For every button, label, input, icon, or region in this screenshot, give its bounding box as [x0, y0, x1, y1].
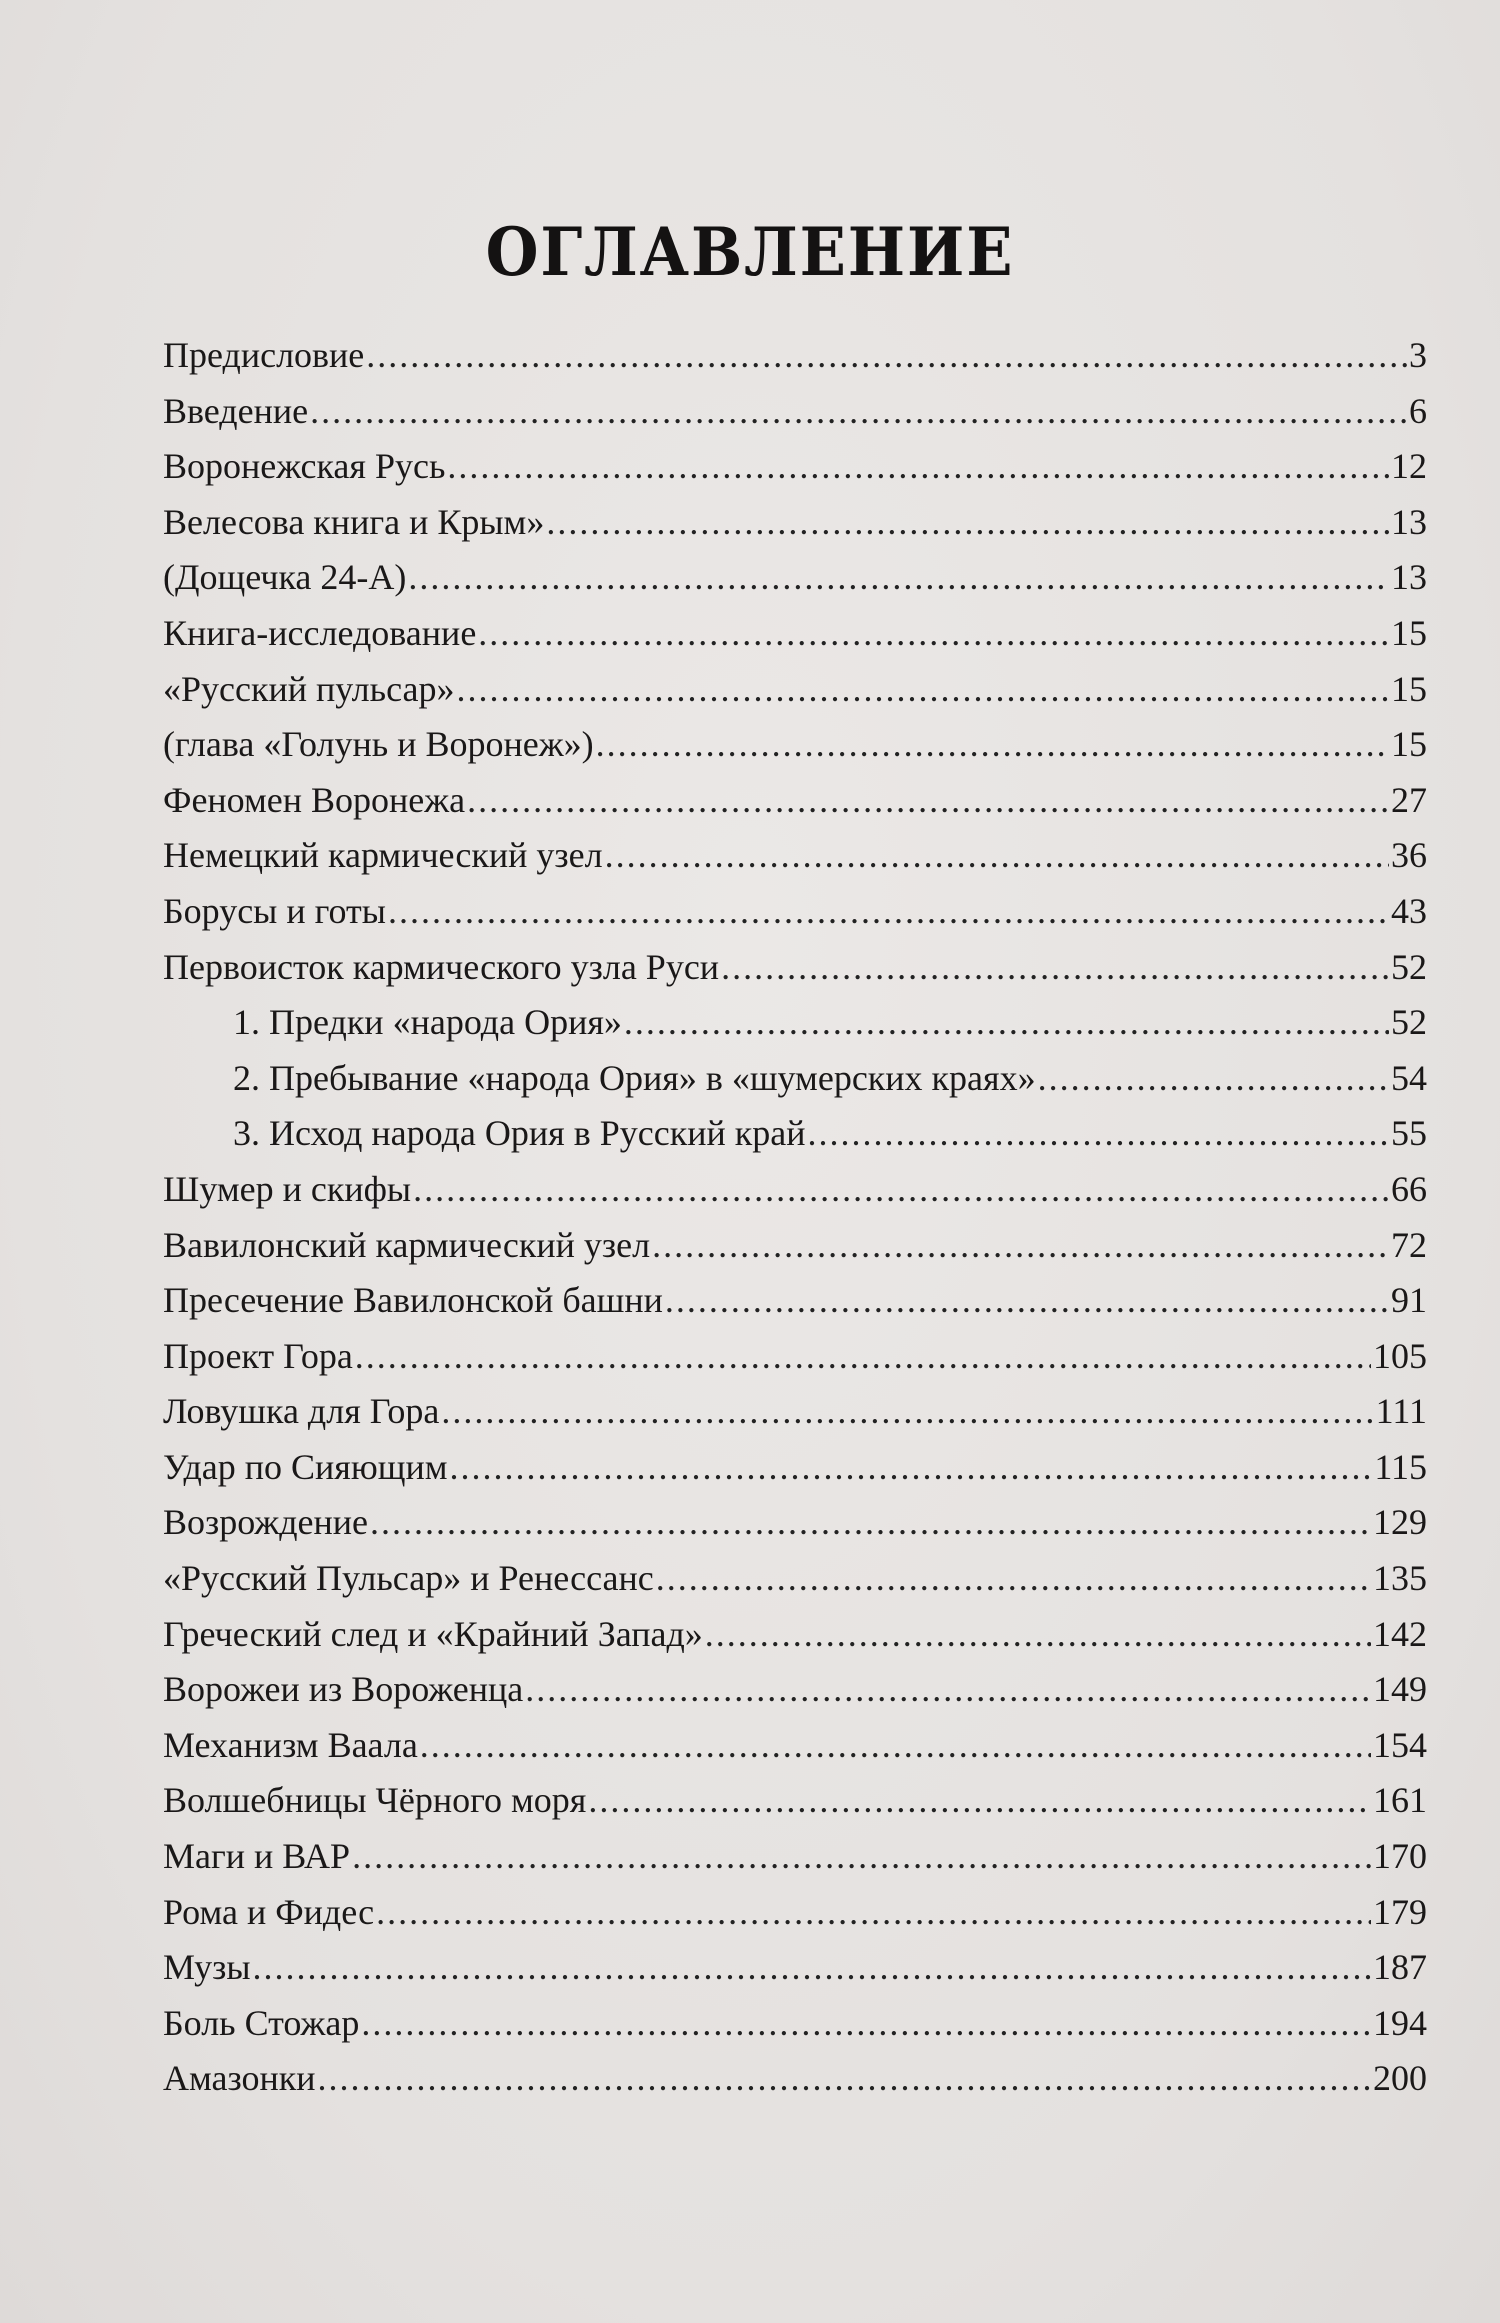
entry-page-number: 52	[1391, 946, 1427, 987]
dot-leader	[525, 1662, 1371, 1718]
entry-page-number: 52	[1391, 1002, 1427, 1043]
entry-page-number: 187	[1373, 1947, 1427, 1988]
toc-entry	[163, 884, 1427, 940]
dot-leader	[665, 1273, 1389, 1329]
entry-title: «Русский Пульсар» и Ренессанс	[163, 1558, 654, 1599]
entry-page-number: 135	[1373, 1558, 1427, 1599]
toc-subentry	[163, 1051, 1427, 1107]
entry-title: Греческий след и «Крайний Запад»	[163, 1613, 703, 1654]
dot-leader	[456, 662, 1389, 718]
entry-page-number: 43	[1391, 890, 1427, 931]
dot-leader	[450, 1440, 1373, 1496]
entry-page-number: 105	[1373, 1335, 1427, 1376]
dot-leader	[441, 1384, 1373, 1440]
entry-page-number: 6	[1409, 390, 1427, 431]
entry-page-number: 115	[1374, 1446, 1427, 1487]
entry-page-number: 179	[1373, 1891, 1427, 1932]
entry-title: Волшебницы Чёрного моря	[163, 1780, 587, 1821]
entry-page-number: 154	[1373, 1724, 1427, 1765]
entry-title: Книга-исследование	[163, 612, 477, 653]
toc-entry	[163, 1829, 1427, 1885]
toc-entry	[163, 2051, 1427, 2107]
entry-title: 2. Пребывание «народа Ория» в «шумерских краях»	[233, 1057, 1036, 1098]
entry-page-number: 13	[1391, 557, 1427, 598]
dot-leader	[705, 1607, 1371, 1663]
toc-entry	[163, 1218, 1427, 1274]
entry-page-number: 12	[1391, 446, 1427, 487]
toc-entry	[163, 1662, 1427, 1718]
entry-title: Проект Гора	[163, 1335, 353, 1376]
toc-entry	[163, 1551, 1427, 1607]
entry-title: Амазонки	[163, 2058, 316, 2099]
toc-entry	[163, 550, 1427, 606]
entry-title: Музы	[163, 1947, 251, 1988]
entry-page-number: 66	[1391, 1168, 1427, 1209]
entry-page-number: 15	[1391, 612, 1427, 653]
entry-title: Немецкий кармический узел	[163, 835, 603, 876]
entry-title: 1. Предки «народа Ория»	[233, 1002, 622, 1043]
toc-entry	[163, 1162, 1427, 1218]
entry-page-number: 200	[1373, 2058, 1427, 2099]
dot-leader	[588, 1773, 1371, 1829]
dot-leader	[807, 1106, 1389, 1162]
toc-entry	[163, 773, 1427, 829]
dot-leader	[1038, 1051, 1389, 1107]
entry-title: Рома и Фидес	[163, 1891, 375, 1932]
dot-leader	[596, 717, 1389, 773]
dot-leader	[318, 2051, 1371, 2107]
dot-leader	[355, 1329, 1371, 1385]
entry-page-number: 111	[1375, 1391, 1427, 1432]
entry-title: Воронежская Русь	[163, 446, 446, 487]
entry-title: Вавилонский кармический узел	[163, 1224, 651, 1265]
dot-leader	[352, 1829, 1371, 1885]
toc-entry	[163, 828, 1427, 884]
entry-title: (глава «Голунь и Воронеж»)	[163, 724, 594, 765]
entry-page-number: 36	[1391, 835, 1427, 876]
dot-leader	[376, 1885, 1371, 1941]
entry-page-number: 161	[1373, 1780, 1427, 1821]
dot-leader	[652, 1218, 1389, 1274]
entry-title: 3. Исход народа Ория в Русский край	[233, 1113, 806, 1154]
toc-entry	[163, 1773, 1427, 1829]
entry-page-number: 142	[1373, 1613, 1427, 1654]
entry-title: Пресечение Вавилонской башни	[163, 1280, 663, 1321]
toc-entry	[163, 1384, 1427, 1440]
dot-leader	[361, 1996, 1371, 2052]
toc-entry	[163, 384, 1427, 440]
entry-page-number: 13	[1391, 501, 1427, 542]
entry-page-number: 3	[1409, 335, 1427, 375]
toc-subentry	[163, 995, 1427, 1051]
entry-page-number: 15	[1391, 668, 1427, 709]
dot-leader	[624, 995, 1389, 1051]
page-title: ОГЛАВЛЕНИЕ	[485, 213, 1015, 291]
entry-title: Первоисток кармического узла Руси	[163, 946, 720, 987]
entry-page-number: 129	[1373, 1502, 1427, 1543]
entry-title: «Русский пульсар»	[163, 668, 455, 709]
toc-entry	[163, 439, 1427, 495]
entry-page-number: 15	[1391, 724, 1427, 765]
entry-page-number: 54	[1391, 1057, 1427, 1098]
toc-entry	[163, 940, 1427, 996]
toc-entry	[163, 1607, 1427, 1663]
entry-page-number: 55	[1391, 1113, 1427, 1154]
entry-page-number: 27	[1391, 779, 1427, 820]
entry-page-number: 149	[1373, 1669, 1427, 1710]
dot-leader	[546, 495, 1389, 551]
table-of-contents	[163, 328, 1427, 2107]
dot-leader	[310, 384, 1407, 440]
entry-title: Возрождение	[163, 1502, 369, 1543]
dot-leader	[447, 439, 1389, 495]
toc-entry	[163, 495, 1427, 551]
dot-leader	[467, 773, 1389, 829]
entry-title: Шумер и скифы	[163, 1168, 412, 1209]
toc-entry	[163, 1996, 1427, 2052]
toc-entry	[163, 1440, 1427, 1496]
dot-leader	[721, 940, 1389, 996]
entry-title: Феномен Воронежа	[163, 779, 466, 820]
entry-page-number: 194	[1373, 2002, 1427, 2043]
entry-page-number: 91	[1391, 1280, 1427, 1321]
toc-entry	[163, 717, 1427, 773]
dot-leader	[253, 1940, 1371, 1996]
toc-entry	[163, 1718, 1427, 1774]
toc-entry	[163, 1495, 1427, 1551]
toc-entry	[163, 606, 1427, 662]
dot-leader	[388, 884, 1389, 940]
toc-entry	[163, 1273, 1427, 1329]
dot-leader	[413, 1162, 1389, 1218]
dot-leader	[656, 1551, 1371, 1607]
dot-leader	[366, 328, 1407, 384]
entry-title: Велесова книга и Крым»	[163, 501, 545, 542]
toc-entry	[163, 1329, 1427, 1385]
entry-title: Боль Стожар	[163, 2002, 360, 2043]
dot-leader	[408, 550, 1389, 606]
entry-page-number: 72	[1391, 1224, 1427, 1265]
dot-leader	[478, 606, 1389, 662]
entry-title: Предисловие	[163, 335, 365, 375]
entry-title: Удар по Сияющим	[163, 1446, 448, 1487]
toc-entry	[163, 328, 1427, 384]
toc-entry	[163, 1940, 1427, 1996]
toc-subentry	[163, 1106, 1427, 1162]
dot-leader	[370, 1495, 1371, 1551]
toc-entry	[163, 1885, 1427, 1941]
dot-leader	[420, 1718, 1371, 1774]
entry-title: Борусы и готы	[163, 890, 386, 931]
entry-page-number: 170	[1373, 1836, 1427, 1877]
entry-title: Ловушка для Гора	[163, 1391, 440, 1432]
toc-entry	[163, 662, 1427, 718]
entry-title: Маги и ВАР	[163, 1836, 351, 1877]
entry-title: Введение	[163, 390, 309, 431]
entry-title: Ворожеи из Вороженца	[163, 1669, 524, 1710]
dot-leader	[605, 828, 1389, 884]
entry-title: Механизм Ваала	[163, 1724, 418, 1765]
entry-title: (Дощечка 24-А)	[163, 557, 407, 598]
